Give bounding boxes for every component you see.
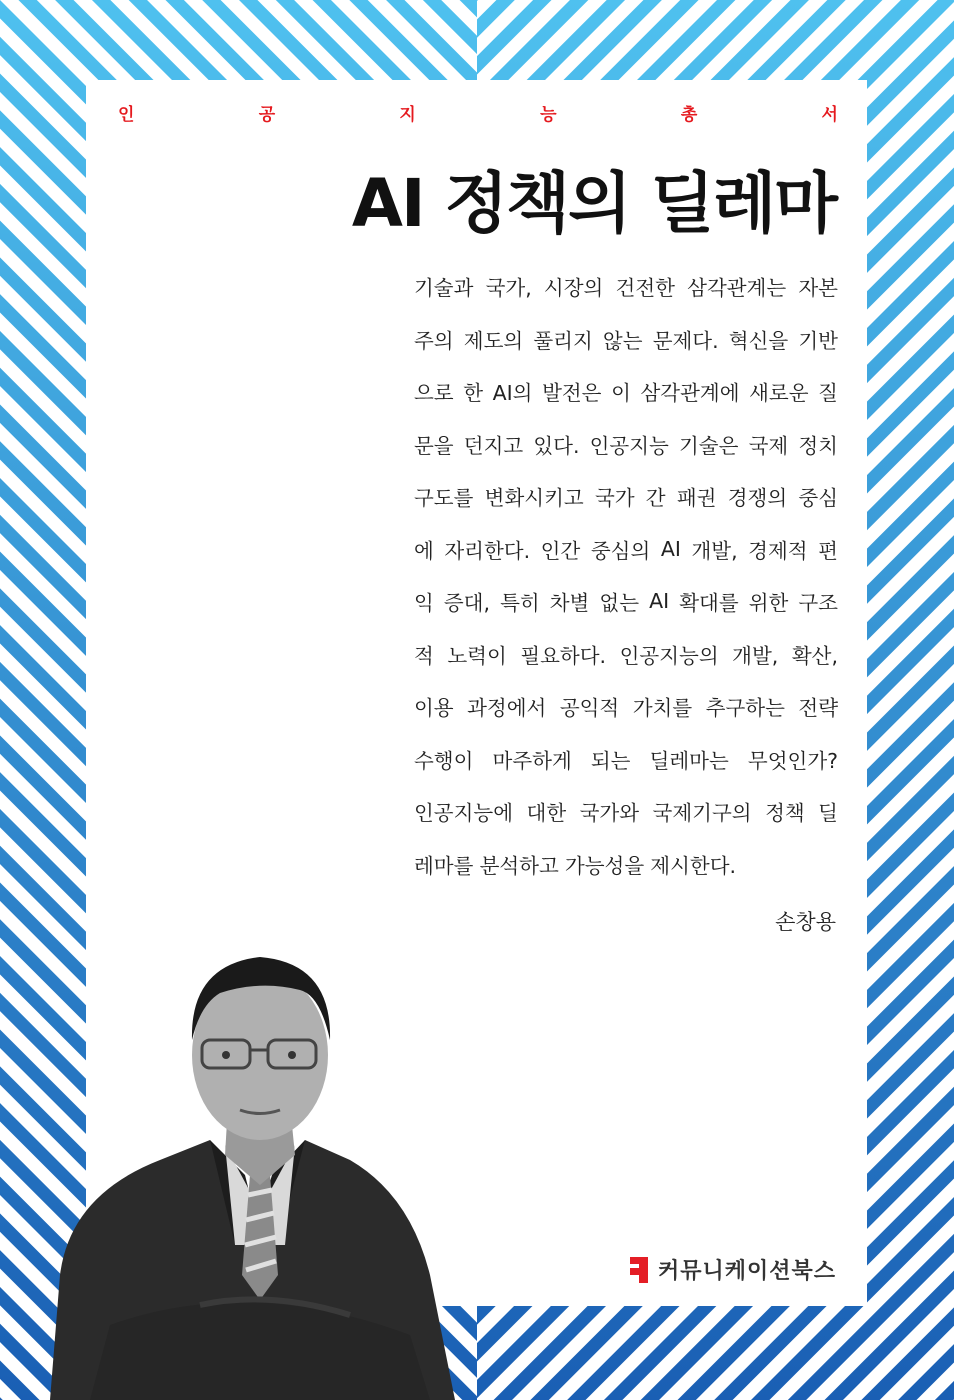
blurb-word: 구조 (798, 591, 838, 616)
blurb-word: 적 (414, 643, 434, 668)
blurb-word: 개발, (732, 643, 779, 668)
blurb-word: 한 (463, 381, 484, 406)
blurb-word: 있다. (533, 433, 580, 458)
blurb-line (414, 575, 838, 628)
blurb-word: 이용 (414, 696, 454, 721)
blurb-word: 문제다. (652, 328, 719, 353)
blurb-word: 간 (645, 486, 666, 511)
blurb-word: 가치를 (632, 696, 693, 721)
blurb-word: 주의 (414, 328, 454, 353)
blurb-word: 딜레마는 (649, 748, 729, 773)
blurb-word: 으로 (414, 381, 454, 406)
blurb-line (414, 733, 838, 786)
blurb-word: 정치 (798, 433, 838, 458)
series-char: 능 (540, 105, 557, 125)
blurb-word: 패권 (676, 486, 717, 511)
blurb-word: 되는 (590, 748, 631, 773)
blurb-word: 건전한 (615, 276, 675, 301)
blurb-word: 기반 (798, 328, 838, 353)
blurb-word: AI의 (492, 381, 533, 406)
blurb-word: 가능성을 (564, 853, 645, 878)
blurb-word: 증대, (443, 591, 490, 616)
blurb-word: 수행이 (414, 748, 474, 773)
blurb-word: 새로운 (749, 381, 809, 406)
blurb-word: 국가와 (579, 801, 640, 826)
publisher-name: 커뮤니케이션북스 (657, 1259, 836, 1284)
blurb-word: 노력이 (447, 643, 507, 668)
blurb-word: 질 (818, 381, 838, 406)
blurb-word: 마주하게 (492, 748, 572, 773)
blurb-word: 인공지능에 (414, 801, 514, 826)
blurb-word: 경제적 (748, 538, 808, 563)
blurb-line (414, 313, 838, 366)
blurb-word: 전략 (798, 696, 838, 721)
blurb-line (414, 418, 838, 471)
blurb-word: 문을 (414, 433, 454, 458)
author-portrait (50, 945, 460, 1400)
blurb-word: 대한 (526, 801, 567, 826)
blurb-word: 특히 (500, 591, 540, 616)
author-name: 손창용 (775, 910, 836, 934)
blurb-word: 정책 (765, 801, 805, 826)
blurb-word: 개발, (691, 538, 738, 563)
blurb-word: 변화시키고 (484, 486, 584, 511)
blurb-word: 시장의 (543, 276, 604, 301)
blurb-word: 않는 (602, 328, 643, 353)
blurb-word: 레마를 (414, 853, 474, 878)
blurb-word: 삼각관계는 (687, 276, 787, 301)
blurb-word: 기술과 (414, 276, 474, 301)
blurb-word: 국제 (748, 433, 789, 458)
blurb-word: 확산, (791, 643, 838, 668)
communication-books-logo-icon (628, 1255, 650, 1285)
blurb-word: 기술은 (679, 433, 739, 458)
blurb-line (414, 365, 838, 418)
blurb-line (414, 680, 838, 733)
blurb-word: 국가, (485, 276, 532, 301)
series-char: 공 (258, 105, 276, 125)
blurb-word: 경쟁의 (727, 486, 788, 511)
blurb-word: 무엇인가? (747, 748, 838, 773)
blurb-word: 던지고 (463, 433, 524, 458)
blurb-line (414, 785, 838, 838)
blurb-word: 공익적 (559, 696, 620, 721)
series-char: 지 (399, 105, 416, 125)
blurb-word: 구도를 (414, 486, 474, 511)
blurb-word: 인간 (540, 538, 581, 563)
series-char: 총 (680, 105, 698, 125)
blurb-line (414, 470, 838, 523)
blurb-word: 발전은 (542, 381, 602, 406)
series-char: 서 (821, 105, 838, 125)
blurb-word: 자본 (798, 276, 838, 301)
blurb-word: 인공지능 (589, 433, 669, 458)
blurb-word: 추구하는 (705, 696, 785, 721)
blurb-word: 에 (414, 538, 434, 563)
blurb-word: AI (649, 589, 670, 614)
blurb-line (414, 838, 838, 891)
blurb-word: 제도의 (463, 328, 524, 353)
blurb-word: 삼각관계에 (640, 381, 740, 406)
blurb-word: 위한 (748, 591, 789, 616)
blurb-word: 익 (414, 591, 434, 616)
blurb-word: AI (660, 536, 681, 561)
blurb-word: 자리한다. (444, 538, 531, 563)
blurb-word: 차별 (549, 591, 590, 616)
blurb-word: 국제기구의 (652, 801, 752, 826)
series-char: 인 (118, 105, 135, 125)
publisher (628, 1254, 836, 1285)
blurb-word: 확대를 (679, 591, 739, 616)
blurb-word: 중심의 (590, 538, 651, 563)
blurb-line (414, 260, 838, 313)
series-title (118, 100, 838, 125)
blurb-word: 인공지능의 (619, 643, 719, 668)
blurb-word: 제시한다. (650, 853, 737, 878)
blurb-word: 편 (818, 538, 838, 563)
blurb-line (414, 523, 838, 576)
blurb-word: 필요하다. (520, 643, 607, 668)
blurb-word: 없는 (599, 591, 640, 616)
blurb-word: 이 (611, 381, 631, 406)
blurb (414, 260, 838, 890)
book-title: AI 정책의 딜레마 (351, 165, 836, 242)
blurb-word: 과정에서 (467, 696, 547, 721)
blurb-word: 풀리지 (533, 328, 593, 353)
blurb-word: 혁신을 (728, 328, 789, 353)
blurb-word: 국가 (594, 486, 635, 511)
blurb-line (414, 628, 838, 681)
blurb-word: 중심 (798, 486, 838, 511)
blurb-word: 딜 (818, 801, 838, 826)
blurb-word: 분석하고 (479, 853, 559, 878)
